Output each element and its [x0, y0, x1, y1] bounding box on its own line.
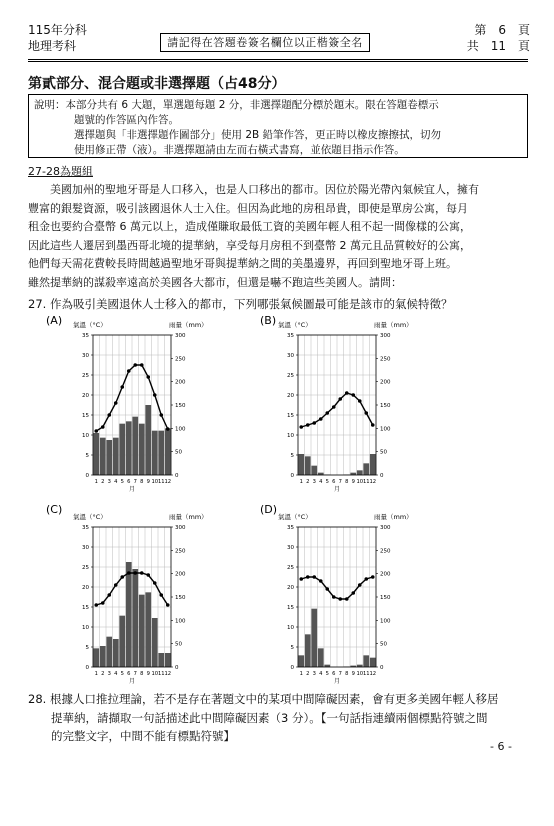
- rainfall-bar: [145, 405, 151, 475]
- rainfall-bar: [152, 431, 158, 475]
- temperature-point: [358, 399, 362, 403]
- rainfall-bar: [165, 653, 171, 667]
- option-label: (B): [260, 314, 277, 327]
- temp-tick-label: 35: [287, 333, 294, 339]
- rain-tick-label: 150: [175, 595, 186, 601]
- rain-tick-label: 0: [175, 665, 179, 671]
- month-tick-label: 7: [133, 671, 137, 677]
- rainfall-bar: [145, 592, 151, 667]
- rain-tick-label: 300: [380, 333, 391, 339]
- rain-tick-label: 0: [380, 473, 384, 479]
- rainfall-bar: [139, 424, 145, 475]
- passage-line: 雖然提華納的謀殺率遠高於美國各大都市，但還是嚇不跑這些美國人。請問：: [28, 275, 402, 289]
- rainfall-bar: [100, 646, 106, 667]
- temp-tick-label: 25: [287, 373, 294, 379]
- rain-tick-label: 50: [175, 449, 182, 456]
- temperature-point: [146, 375, 150, 379]
- rainfall-bar: [311, 466, 317, 475]
- instruction-line: 使用修正帶（液）。非選擇題請由左而右橫式書寫，並依題目指示作答。: [74, 144, 405, 156]
- temp-tick-label: 10: [287, 625, 294, 631]
- rain-tick-label: 200: [380, 571, 391, 578]
- month-tick-label: 10: [151, 671, 159, 677]
- temp-tick-label: 0: [85, 665, 89, 671]
- rainfall-bar: [158, 653, 164, 667]
- month-tick-label: 7: [338, 671, 342, 677]
- month-tick-label: 2: [306, 479, 310, 485]
- rain-tick-label: 0: [175, 473, 179, 479]
- temperature-point: [107, 593, 111, 597]
- month-tick-label: 12: [369, 479, 377, 485]
- rainfall-bar: [106, 440, 112, 475]
- rainfall-bar: [132, 569, 138, 667]
- temp-tick-label: 0: [290, 665, 294, 671]
- total-pages: 共 11 頁: [466, 39, 530, 53]
- rain-axis-title: 雨量（mm）: [169, 513, 208, 521]
- rain-tick-label: 100: [380, 426, 391, 433]
- month-tick-label: 11: [362, 479, 370, 485]
- rainfall-bar: [298, 454, 304, 475]
- month-tick-label: 8: [345, 479, 349, 485]
- temperature-point: [299, 577, 303, 581]
- month-tick-label: 9: [146, 671, 150, 677]
- temperature-point: [114, 583, 118, 587]
- rain-tick-label: 100: [175, 618, 186, 625]
- month-tick-label: 5: [120, 479, 124, 485]
- month-tick-label: 3: [312, 671, 316, 677]
- month-tick-label: 1: [94, 671, 98, 677]
- temp-tick-label: 30: [287, 353, 294, 359]
- month-tick-label: 8: [140, 479, 144, 485]
- month-tick-label: 3: [312, 479, 316, 485]
- month-tick-label: 5: [325, 479, 329, 485]
- temperature-point: [94, 429, 98, 433]
- temperature-point: [159, 593, 163, 597]
- month-tick-label: 2: [101, 671, 105, 677]
- temp-axis-title: 氣溫（°C）: [73, 513, 107, 521]
- temperature-point: [107, 413, 111, 417]
- rainfall-bar: [126, 562, 132, 667]
- rain-tick-label: 150: [175, 403, 186, 409]
- temperature-point: [133, 363, 137, 367]
- temp-tick-label: 20: [82, 585, 89, 591]
- rain-tick-label: 250: [380, 548, 391, 555]
- passage-line: 因此這些人遷居到墨西哥北境的提華納，享受每月房租不到臺幣 2 萬元且品質較好的公寓，: [28, 238, 471, 252]
- question-28: [28, 690, 528, 746]
- temperature-point: [153, 581, 157, 585]
- temp-tick-label: 30: [82, 353, 89, 359]
- temperature-point: [159, 413, 163, 417]
- temperature-point: [306, 423, 310, 427]
- month-tick-label: 1: [94, 479, 98, 485]
- passage-line: 他們每天需花費較長時間越過聖地牙哥與提華納之間的美墨邊界，再回到聖地牙哥上班。: [28, 257, 457, 270]
- temperature-point: [338, 597, 342, 601]
- question-28-line: 提華納，請擷取一句話描述此中間障礙因素（3 分）。【一句話指連續兩個標點符號之間: [28, 710, 488, 725]
- question-28-line: 的完整文字，中間不能有標點符號】: [28, 729, 235, 743]
- month-tick-label: 12: [369, 671, 377, 677]
- month-tick-label: 10: [356, 479, 364, 485]
- rain-tick-label: 100: [175, 426, 186, 433]
- rain-tick-label: 300: [175, 333, 186, 339]
- rainfall-bar: [158, 431, 164, 475]
- rain-tick-label: 50: [380, 641, 387, 648]
- month-tick-label: 2: [101, 479, 105, 485]
- passage-line: 租金也要約合臺幣 6 萬元以上，造成僅賺取最低工資的美國年輕人租不起一間像樣的公寓，: [28, 220, 471, 233]
- rainfall-bar: [126, 421, 132, 475]
- month-tick-label: 4: [319, 479, 323, 485]
- rain-axis-title: 雨量（mm）: [374, 321, 413, 329]
- month-tick-label: 7: [338, 479, 342, 485]
- month-tick-label: 9: [351, 479, 355, 485]
- rain-tick-label: 300: [175, 525, 186, 531]
- month-tick-label: 11: [362, 671, 370, 677]
- rain-tick-label: 50: [175, 641, 182, 648]
- temperature-point: [364, 411, 368, 415]
- temp-tick-label: 5: [85, 453, 89, 459]
- rainfall-bar: [100, 438, 106, 475]
- temp-tick-label: 15: [82, 605, 89, 611]
- temperature-point: [351, 393, 355, 397]
- temperature-point: [371, 575, 375, 579]
- temperature-point: [94, 603, 98, 607]
- rain-tick-label: 300: [380, 525, 391, 531]
- option-label: (C): [46, 503, 63, 516]
- rain-tick-label: 200: [175, 571, 186, 578]
- instruction-line: 題號的作答區內作答。: [74, 114, 179, 126]
- temp-tick-label: 25: [82, 373, 89, 379]
- month-axis-title: 月: [333, 486, 341, 493]
- rainfall-bar: [363, 463, 369, 475]
- rainfall-bar: [113, 639, 119, 667]
- temperature-point: [120, 385, 124, 389]
- temperature-point: [345, 391, 349, 395]
- temperature-point: [312, 421, 316, 425]
- temperature-point: [325, 411, 329, 415]
- month-axis-title: 月: [128, 678, 136, 685]
- month-axis-title: 月: [128, 486, 136, 493]
- temperature-point: [306, 575, 310, 579]
- temp-tick-label: 10: [82, 625, 89, 631]
- temperature-point: [166, 427, 170, 431]
- temp-tick-label: 20: [82, 393, 89, 399]
- temp-tick-label: 30: [287, 545, 294, 551]
- month-tick-label: 6: [332, 479, 336, 485]
- rainfall-bar: [93, 433, 99, 475]
- rain-axis-title: 雨量（mm）: [374, 513, 413, 521]
- month-tick-label: 1: [299, 671, 303, 677]
- month-tick-label: 12: [164, 671, 172, 677]
- temp-tick-label: 20: [287, 585, 294, 591]
- temp-tick-label: 25: [82, 565, 89, 571]
- month-tick-label: 8: [140, 671, 144, 677]
- temperature-point: [127, 571, 131, 575]
- rain-tick-label: 250: [175, 356, 186, 363]
- month-tick-label: 2: [306, 671, 310, 677]
- temperature-point: [312, 575, 316, 579]
- question-28-line: 28. 根據人口推拉理論，若不是存在著題文中的某項中間障礙因素，會有更多美國年輕人移居: [28, 692, 499, 706]
- signature-notice: 請記得在答題卷簽名欄位以正楷簽全名: [160, 33, 370, 52]
- temperature-point: [332, 405, 336, 409]
- rain-tick-label: 250: [380, 356, 391, 363]
- temperature-point: [127, 369, 131, 373]
- month-tick-label: 6: [127, 671, 131, 677]
- month-tick-label: 10: [356, 671, 364, 677]
- rainfall-bar: [363, 655, 369, 667]
- temp-axis-title: 氣溫（°C）: [278, 321, 312, 329]
- temp-tick-label: 0: [85, 473, 89, 479]
- month-tick-label: 6: [127, 479, 131, 485]
- rainfall-bar: [318, 648, 324, 667]
- temperature-point: [299, 425, 303, 429]
- temp-tick-label: 15: [287, 413, 294, 419]
- rainfall-bar: [152, 618, 158, 667]
- option-label: (D): [260, 503, 278, 516]
- temperature-point: [146, 573, 150, 577]
- rainfall-bar: [311, 609, 317, 667]
- rainfall-bar: [113, 438, 119, 475]
- option-label: (A): [46, 314, 63, 327]
- rain-tick-label: 150: [380, 595, 391, 601]
- exam-year: 115年分科: [28, 23, 87, 37]
- rainfall-bar: [93, 648, 99, 667]
- question-27: 27. 作為吸引美國退休人士移入的都市，下列哪張氣候圖最可能是該市的氣候特徵？: [28, 297, 453, 311]
- temperature-point: [101, 425, 105, 429]
- rainfall-bar: [132, 417, 138, 475]
- rainfall-bar: [305, 634, 311, 667]
- temp-tick-label: 30: [82, 545, 89, 551]
- temp-tick-label: 5: [85, 645, 89, 651]
- month-tick-label: 1: [299, 479, 303, 485]
- temp-axis-title: 氣溫（°C）: [278, 513, 312, 521]
- rain-tick-label: 50: [380, 449, 387, 456]
- temperature-point: [319, 417, 323, 421]
- month-tick-label: 12: [164, 479, 172, 485]
- temperature-point: [133, 571, 137, 575]
- temperature-point: [319, 579, 323, 583]
- month-tick-label: 10: [151, 479, 159, 485]
- month-tick-label: 4: [319, 671, 323, 677]
- rainfall-bar: [305, 456, 311, 475]
- month-tick-label: 5: [120, 671, 124, 677]
- temp-tick-label: 10: [82, 433, 89, 439]
- rain-tick-label: 250: [175, 548, 186, 555]
- temperature-point: [140, 571, 144, 575]
- passage-line: 美國加州的聖地牙哥是人口移入，也是人口移出的都市。因位於陽光帶內氣候宜人，擁有: [28, 183, 479, 196]
- temp-tick-label: 15: [82, 413, 89, 419]
- month-tick-label: 11: [157, 479, 165, 485]
- month-tick-label: 4: [114, 671, 118, 677]
- instruction-line: 說明：本部分共有 6 大題，單選題每題 2 分，非選擇題配分標於題末。限在答題卷標示: [34, 99, 439, 111]
- temperature-point: [345, 597, 349, 601]
- temp-axis-title: 氣溫（°C）: [73, 321, 107, 329]
- rainfall-bar: [370, 658, 376, 667]
- temp-tick-label: 35: [82, 333, 89, 339]
- temp-tick-label: 5: [290, 453, 294, 459]
- temperature-point: [166, 603, 170, 607]
- rainfall-bar: [106, 637, 112, 667]
- rainfall-bar: [370, 454, 376, 475]
- month-tick-label: 6: [332, 671, 336, 677]
- temperature-point: [153, 393, 157, 397]
- rainfall-bar: [298, 655, 304, 667]
- temp-tick-label: 20: [287, 393, 294, 399]
- temperature-point: [120, 575, 124, 579]
- temperature-point: [364, 577, 368, 581]
- month-tick-label: 11: [157, 671, 165, 677]
- rain-tick-label: 150: [380, 403, 391, 409]
- temperature-point: [101, 601, 105, 605]
- temperature-point: [371, 423, 375, 427]
- temperature-point: [351, 591, 355, 595]
- temperature-point: [325, 587, 329, 591]
- temp-tick-label: 10: [287, 433, 294, 439]
- temp-tick-label: 35: [287, 525, 294, 531]
- rain-tick-label: 200: [175, 379, 186, 386]
- rainfall-bar: [119, 616, 125, 667]
- temp-tick-label: 35: [82, 525, 89, 531]
- temperature-point: [140, 363, 144, 367]
- temp-tick-label: 0: [290, 473, 294, 479]
- rain-tick-label: 200: [380, 379, 391, 386]
- temperature-point: [114, 401, 118, 405]
- instruction-line: 選擇題與「非選擇題作圖部分」使用 2B 鉛筆作答，更正時以橡皮擦擦拭，切勿: [74, 129, 442, 141]
- rainfall-bar: [139, 595, 145, 667]
- page-indicator: 第 6 頁: [474, 23, 530, 37]
- month-axis-title: 月: [333, 678, 341, 685]
- rainfall-bar: [119, 424, 125, 475]
- temperature-point: [338, 397, 342, 401]
- temp-tick-label: 5: [290, 645, 294, 651]
- page-number: - 6 -: [490, 740, 512, 753]
- section-title: 第貳部分、混合題或非選擇題（占48分）: [28, 76, 286, 92]
- rain-axis-title: 雨量（mm）: [169, 321, 208, 329]
- rainfall-bar: [165, 428, 171, 475]
- temperature-point: [332, 595, 336, 599]
- month-tick-label: 9: [146, 479, 150, 485]
- rain-tick-label: 100: [380, 618, 391, 625]
- temp-tick-label: 15: [287, 605, 294, 611]
- exam-subject: 地理考科: [28, 39, 77, 53]
- passage-line: 豐富的銀髮資源，吸引該國退休人士入住。但因為此地的房租昂貴，即使是單房公寓，每月: [28, 201, 468, 215]
- question-group-label: 27-28為題組: [28, 165, 93, 178]
- month-tick-label: 7: [133, 479, 137, 485]
- month-tick-label: 5: [325, 671, 329, 677]
- month-tick-label: 3: [107, 479, 111, 485]
- month-tick-label: 3: [107, 671, 111, 677]
- month-tick-label: 4: [114, 479, 118, 485]
- rainfall-bar: [357, 470, 363, 475]
- rain-tick-label: 0: [380, 665, 384, 671]
- month-tick-label: 8: [345, 671, 349, 677]
- temperature-point: [358, 583, 362, 587]
- temp-tick-label: 25: [287, 565, 294, 571]
- month-tick-label: 9: [351, 671, 355, 677]
